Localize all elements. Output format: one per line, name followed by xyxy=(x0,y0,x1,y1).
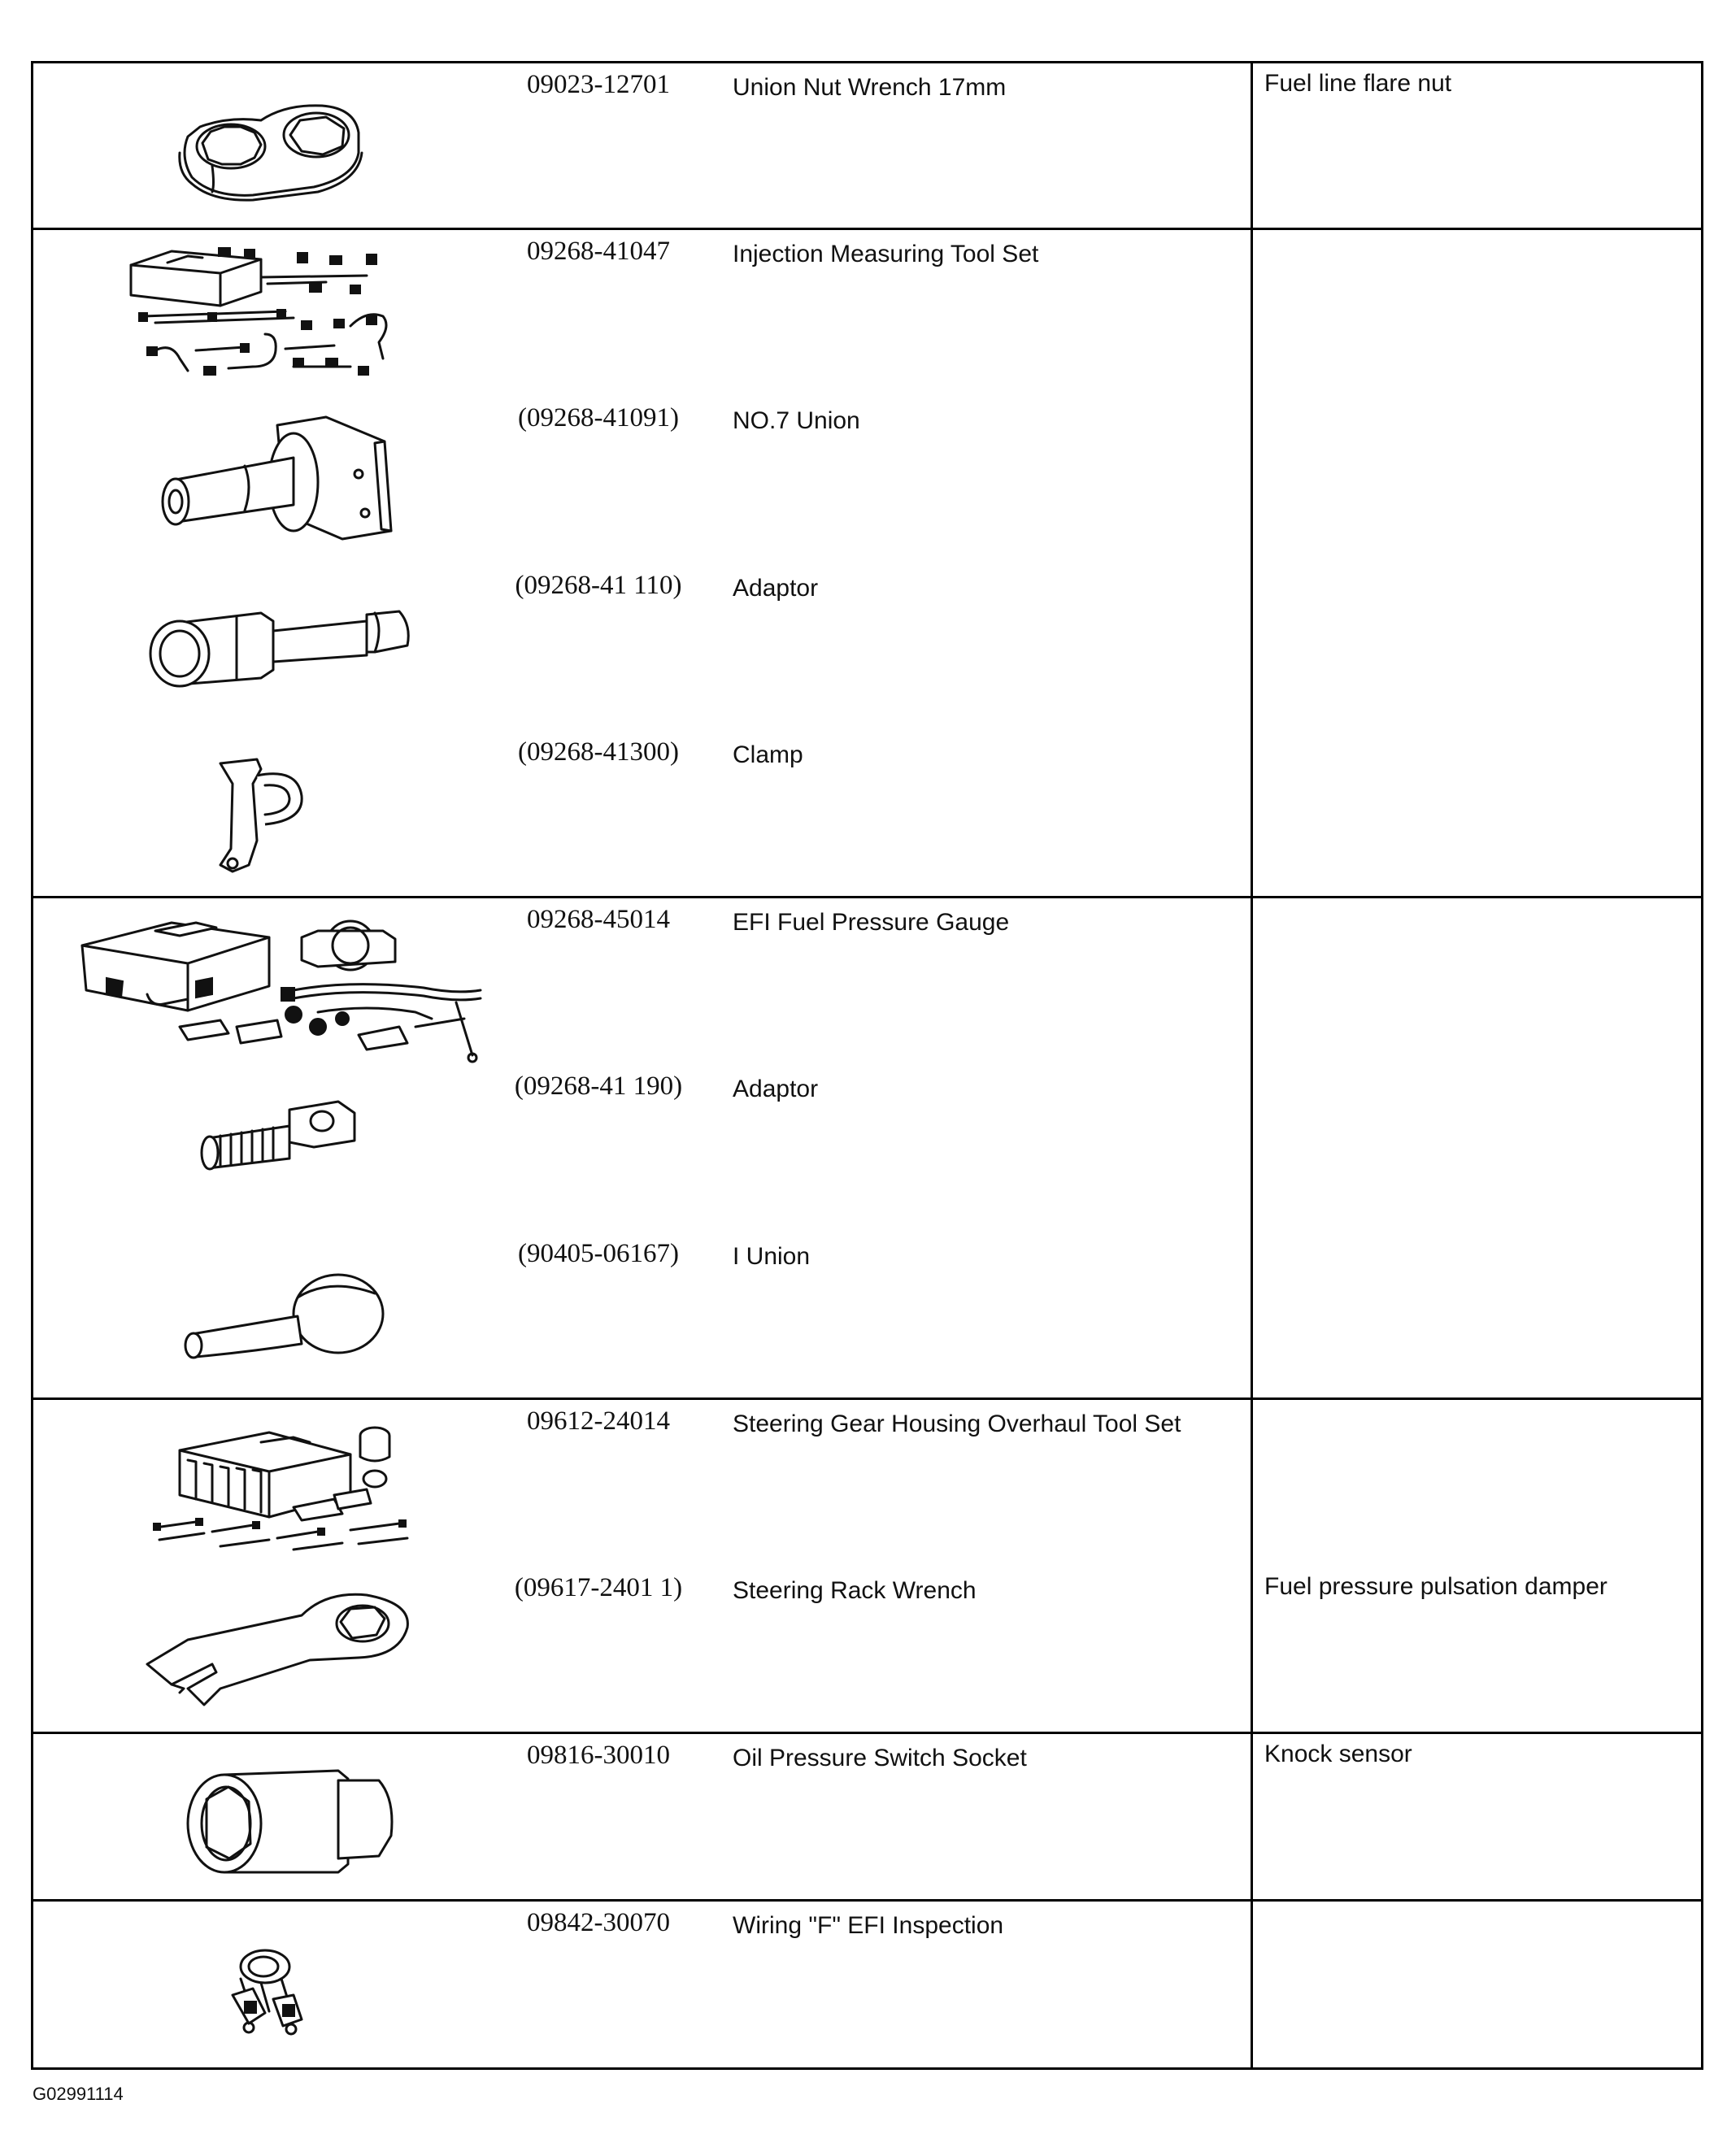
tool-use: Knock sensor xyxy=(1264,1741,1412,1767)
wiring-harness-icon xyxy=(216,1938,330,2040)
part-number: 09023-12701 xyxy=(527,70,670,99)
part-number: (09268-41300) xyxy=(518,737,679,767)
special-tools-table xyxy=(31,61,1703,2070)
tool-cell xyxy=(33,1733,1252,1901)
tool-cell xyxy=(33,1399,1252,1733)
table-row xyxy=(33,63,1703,229)
use-cell xyxy=(1252,1399,1703,1733)
part-number: (09268-41 190) xyxy=(514,1071,683,1101)
part-number: 09268-41047 xyxy=(527,237,670,266)
tool-entry xyxy=(33,230,1251,397)
part-number: (90405-06167) xyxy=(518,1239,679,1268)
tool-cell xyxy=(33,229,1252,898)
use-cell xyxy=(1252,229,1703,898)
tool-entry xyxy=(33,1734,1251,1902)
steering-rack-wrench-icon xyxy=(139,1583,432,1721)
part-number: (09268-41091) xyxy=(518,403,679,433)
part-number: 09612-24014 xyxy=(527,1406,670,1436)
tool-cell xyxy=(33,63,1252,229)
socket-icon xyxy=(176,1763,407,1880)
tool-use: Fuel pressure pulsation damper xyxy=(1264,1573,1607,1600)
part-number: 09842-30070 xyxy=(527,1908,670,1937)
tool-entry xyxy=(33,1567,1251,1734)
tool-cell xyxy=(33,1901,1252,2069)
use-cell xyxy=(1252,898,1703,1399)
tool-name: Wiring "F" EFI Inspection xyxy=(733,1912,1004,1939)
table-row xyxy=(33,1399,1703,1733)
tool-name: Clamp xyxy=(733,741,803,768)
tool-name: Oil Pressure Switch Socket xyxy=(733,1745,1027,1771)
clamp-icon xyxy=(208,751,314,881)
use-cell xyxy=(1252,63,1703,229)
use-cell xyxy=(1252,1733,1703,1901)
tool-use: Fuel line flare nut xyxy=(1264,70,1452,97)
part-number: 09268-45014 xyxy=(527,905,670,934)
adaptor-icon xyxy=(139,589,424,702)
part-number: 09816-30010 xyxy=(527,1741,670,1770)
tool-entry xyxy=(33,1400,1251,1567)
part-number: (09268-41 110) xyxy=(515,571,682,600)
tool-entry xyxy=(33,1902,1251,2070)
table-row xyxy=(33,1901,1703,2069)
tool-name: Steering Rack Wrench xyxy=(733,1577,977,1604)
tool-cell xyxy=(33,898,1252,1399)
banjo-bolt-adaptor-icon xyxy=(192,1093,371,1175)
tool-name: Injection Measuring Tool Set xyxy=(733,241,1039,267)
tool-entry xyxy=(33,731,1251,898)
tool-name: Adaptor xyxy=(733,575,819,602)
table-row xyxy=(33,1733,1703,1901)
tool-entry xyxy=(33,397,1251,564)
tool-name: NO.7 Union xyxy=(733,407,860,434)
tool-entry xyxy=(33,898,1251,1065)
fuel-pressure-gauge-kit-icon xyxy=(74,913,497,1063)
tool-entry xyxy=(33,63,1251,230)
tool-name: EFI Fuel Pressure Gauge xyxy=(733,909,1010,936)
steering-gear-tool-set-icon xyxy=(147,1418,415,1564)
table-row xyxy=(33,898,1703,1399)
tool-name: Adaptor xyxy=(733,1076,819,1102)
tool-entry xyxy=(33,1065,1251,1232)
injection-measuring-tool-set-icon xyxy=(123,245,448,391)
part-number: (09617-2401 1) xyxy=(514,1573,683,1602)
tool-name: I Union xyxy=(733,1243,811,1270)
figure-id: G02991114 xyxy=(33,2084,124,2104)
table-row xyxy=(33,229,1703,898)
tool-name: Union Nut Wrench 17mm xyxy=(733,74,1007,101)
tool-name: Steering Gear Housing Overhaul Tool Set xyxy=(733,1411,1181,1437)
i-union-icon xyxy=(176,1253,395,1375)
union-fitting-icon xyxy=(155,409,415,551)
union-nut-wrench-icon xyxy=(163,96,375,206)
use-cell xyxy=(1252,1901,1703,2069)
tool-entry xyxy=(33,1232,1251,1400)
tool-entry xyxy=(33,564,1251,731)
